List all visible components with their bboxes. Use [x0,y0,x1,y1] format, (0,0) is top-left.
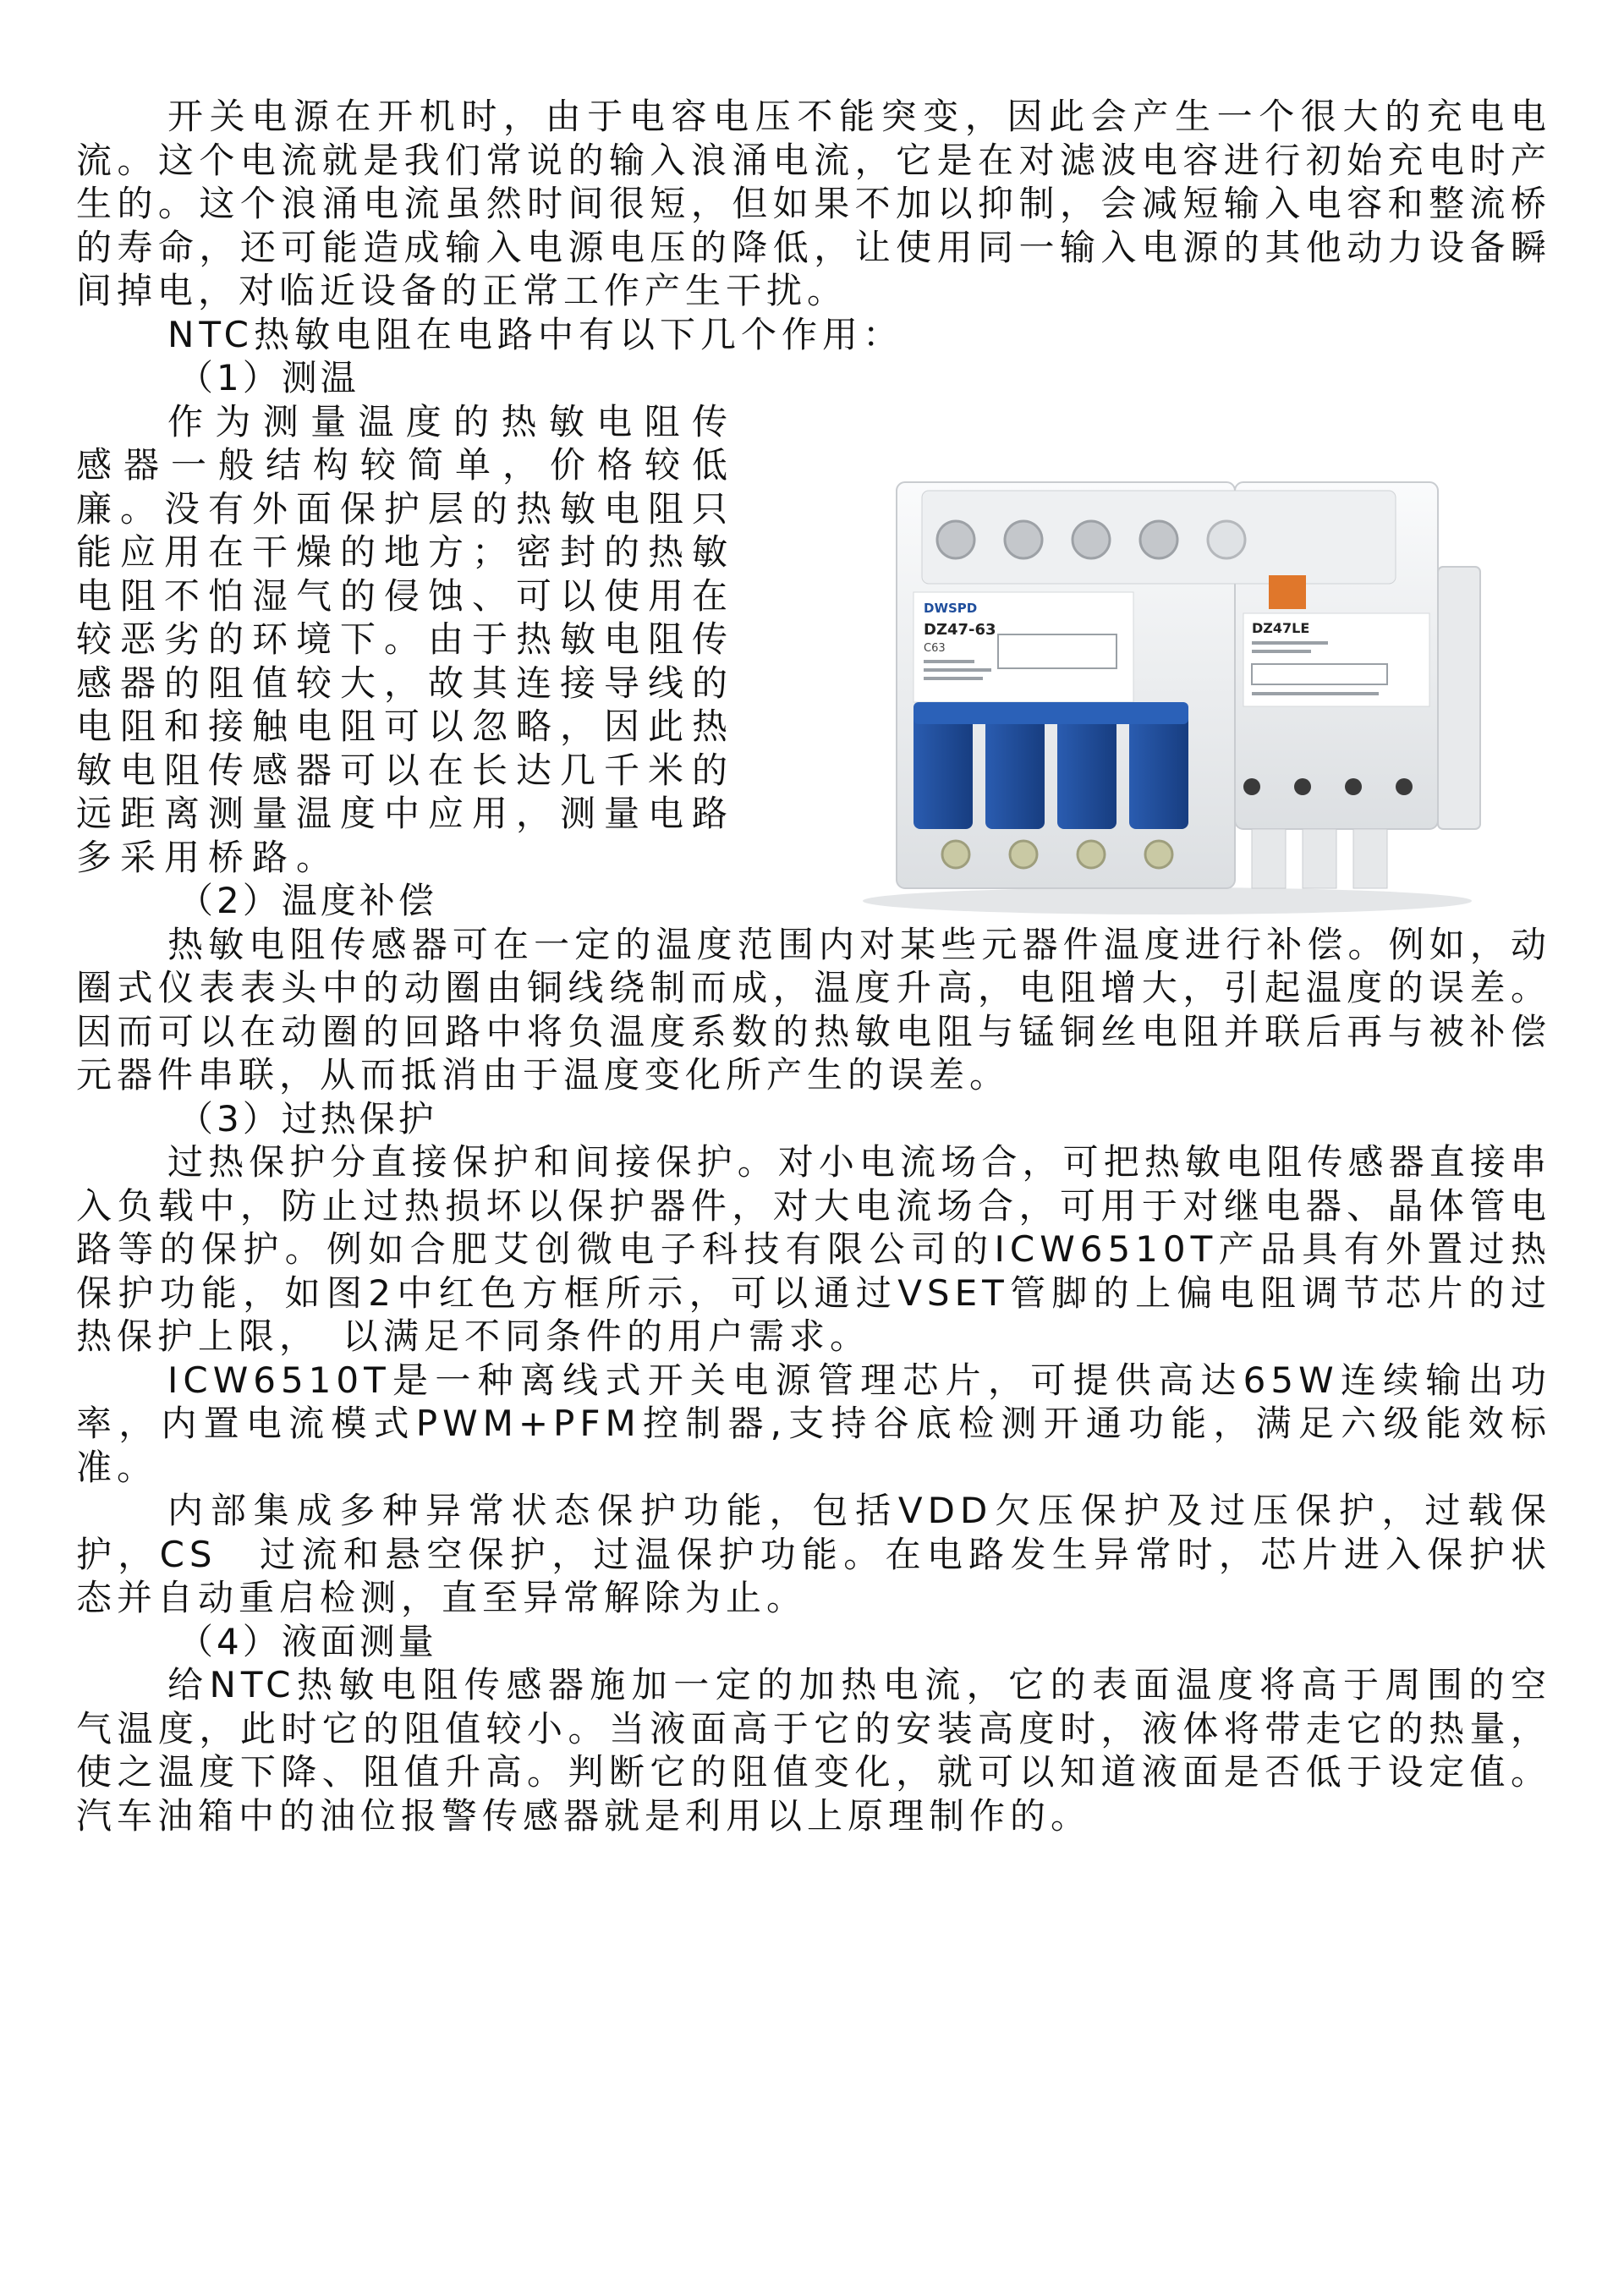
section3-text-2: ICW6510T是一种离线式开关电源管理芯片，可提供高达65W连续输出功率，内置电流模式PWM+PFM控制器,支持谷底检测开通功能，满足六级能效标准。 [76,1359,1551,1488]
brand-label: DWSPD [924,601,978,616]
intro-ntc-roles: NTC热敏电阻在电路中有以下几个作用： [167,313,903,355]
section3-text-3: 内部集成多种异常状态保护功能，包括VDD欠压保护及过压保护，过载保护，CS 过流和悬空保护，过温保护功能。在电路发生异常时，芯片进入保护状态并自动重启检测，直至异常解除为止。 [76,1490,1551,1618]
model-label-right: DZ47LE [1252,620,1310,636]
intro-paragraph: 开关电源在开机时，由于电容电压不能突变，因此会产生一个很大的充电电流。这个电流就是我们常说的输入浪涌电流，它是在对滤波电容进行初始充电时产生的。这个浪涌电流虽然时间很短，但如果不加以抑制，会减短输入电容和整流桥的寿命，还可能造成输入电源电压的降低，让使用同一输入电源的其他动力设备瞬间掉电，对临近设备的正常工作产生干扰。 [76,96,1551,311]
section1-heading: （1）测温 [178,357,359,398]
model-label-left: DZ47-63 [924,621,996,639]
section1-text: 作为测量温度的热敏电阻传感器一般结构较简单，价格较低廉。没有外面保护层的热敏电阻只能应用在干燥的地方；密封的热敏电阻不怕湿气的侵蚀、可以使用在较恶劣的环境下。由于热敏电阻传感器的阻值较大，故其连接导线的电阻和接触电阻可以忽略，因此热敏电阻传感器可以在长达几千米的远距离测量温度中应用，测量电路多采用桥路。 [76,400,737,878]
section3-heading: （3）过热保护 [178,1097,437,1140]
section4-text: 给NTC热敏电阻传感器施加一定的加热电流，它的表面温度将高于周围的空气温度，此时它的阻值较小。当液面高于它的安装高度时，液体将带走它的热量，使之温度下降、阻值升高。判断它的阻值变化，就可以知道液面是否低于设定值。汽车油箱中的油位报警传感器就是利用以上原理制作的。 [76,1664,1551,1837]
section4-heading: （4）液面测量 [178,1620,437,1662]
test-button [1269,575,1306,609]
section3-text-1: 过热保护分直接保护和间接保护。对小电流场合，可把热敏电阻传感器直接串入负载中，防止过热损坏以保护器件，对大电流场合，可用于对继电器、晶体管电路等的保护。例如合肥艾创微电子科技有限公司的ICW6510T产品具有外置过热保护功能，如图2中红色方框所示，可以通过VSET管脚的上偏电阻调节芯片的过热保护上限， 以满足不同条件的用户需求。 [76,1141,1551,1357]
rating-label-left: C63 [924,642,946,655]
section2-heading: （2）温度补偿 [178,880,437,921]
section2-text: 热敏电阻传感器可在一定的温度范围内对某些元器件温度进行补偿。例如，动圈式仪表表头中的动圈由铜线绕制而成，温度升高，电阻增大，引起温度的误差。因而可以在动圈的回路中将负温度系数的热敏电阻与锰铜丝电阻并联后再与被补偿元器件串联，从而抵消由于温度变化所产生的误差。 [76,923,1551,1096]
circuit-breaker-photo [795,448,1522,922]
circuit-breaker-illustration [795,448,1522,922]
